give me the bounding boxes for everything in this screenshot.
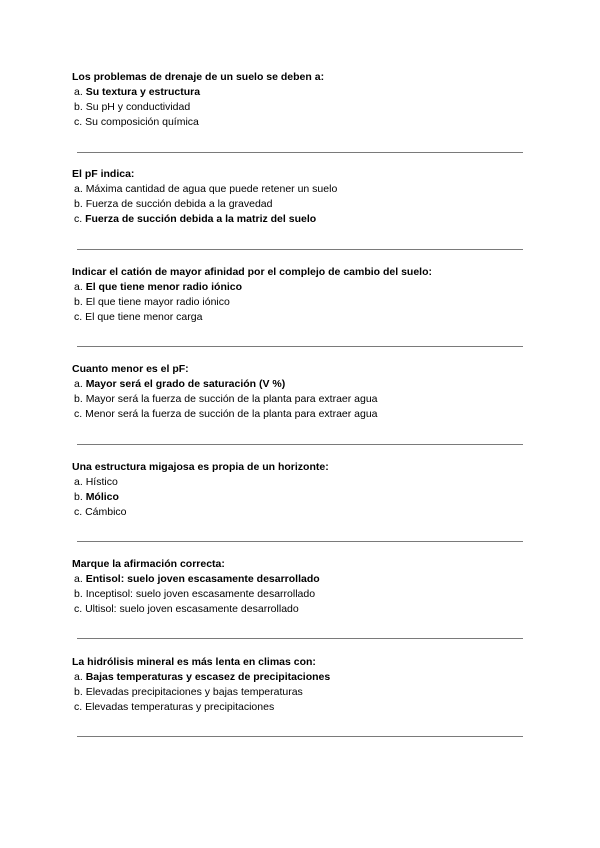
option-letter: c.: [74, 506, 83, 518]
option-text: Elevadas precipitaciones y bajas temperaturas: [85, 686, 303, 698]
option-c: [72, 115, 527, 130]
option-text: Cámbico: [85, 506, 127, 518]
option-a: [72, 377, 527, 392]
option-a: [72, 280, 527, 295]
divider: [77, 346, 523, 347]
option-letter: a.: [74, 378, 83, 390]
option-a: [72, 572, 527, 587]
option-text: Menor será la fuerza de succión de la planta para extraer agua: [85, 408, 378, 420]
question-title: La hidrólisis mineral es más lenta en climas con:: [72, 656, 316, 668]
option-text: Fuerza de succión debida a la matriz del suelo: [85, 213, 317, 225]
option-text: Hístico: [85, 476, 118, 488]
option-c: [72, 212, 527, 227]
option-text: Mayor será la fuerza de succión de la planta para extraer agua: [85, 393, 378, 405]
option-letter: b.: [74, 198, 83, 210]
option-letter: a.: [74, 476, 83, 488]
option-b: [72, 295, 527, 310]
option-text: El que tiene mayor radio iónico: [85, 296, 230, 308]
question-3: [72, 265, 527, 325]
option-text: Fuerza de succión debida a la gravedad: [85, 198, 273, 210]
option-letter: c.: [74, 311, 83, 323]
option-b: [72, 392, 527, 407]
option-a: [72, 182, 527, 197]
divider: [77, 249, 523, 250]
option-text: El que tiene menor radio iónico: [85, 281, 243, 293]
option-letter: b.: [74, 101, 83, 113]
option-letter: b.: [74, 393, 83, 405]
option-letter: c.: [74, 701, 83, 713]
option-letter: a.: [74, 86, 83, 98]
option-letter: c.: [74, 603, 83, 615]
divider: [77, 541, 523, 542]
question-title: Indicar el catión de mayor afinidad por el complejo de cambio del suelo:: [72, 266, 432, 278]
option-text: Ultisol: suelo joven escasamente desarrollado: [85, 603, 299, 615]
option-text: Máxima cantidad de agua que puede retener un suelo: [85, 183, 338, 195]
option-b: [72, 197, 527, 212]
question-title: Una estructura migajosa es propia de un horizonte:: [72, 461, 329, 473]
option-a: [72, 475, 527, 490]
question-6: [72, 557, 527, 617]
option-b: [72, 685, 527, 700]
option-b: [72, 587, 527, 602]
option-text: Su pH y conductividad: [85, 101, 191, 113]
option-letter: a.: [74, 573, 83, 585]
option-c: [72, 700, 527, 715]
option-c: [72, 602, 527, 617]
divider: [77, 152, 523, 153]
option-text: Mólico: [85, 491, 119, 503]
option-letter: a.: [74, 183, 83, 195]
option-a: [72, 85, 527, 100]
option-a: [72, 670, 527, 685]
option-text: El que tiene menor carga: [85, 311, 203, 323]
option-b: [72, 490, 527, 505]
option-c: [72, 505, 527, 520]
option-text: Inceptisol: suelo joven escasamente desarrollado: [85, 588, 316, 600]
question-2: [72, 167, 527, 227]
option-c: [72, 310, 527, 325]
option-letter: b.: [74, 686, 83, 698]
option-text: Elevadas temperaturas y precipitaciones: [85, 701, 275, 713]
option-letter: c.: [74, 408, 83, 420]
divider: [77, 638, 523, 639]
question-4: [72, 362, 527, 422]
option-b: [72, 100, 527, 115]
option-text: Mayor será el grado de saturación (V %): [85, 378, 286, 390]
question-5: [72, 460, 527, 520]
question-1: [72, 70, 527, 130]
option-text: Su composición química: [85, 116, 199, 128]
question-title: Los problemas de drenaje de un suelo se deben a:: [72, 71, 325, 83]
option-letter: b.: [74, 296, 83, 308]
option-text: Su textura y estructura: [85, 86, 201, 98]
option-letter: c.: [74, 116, 83, 128]
option-letter: a.: [74, 671, 83, 683]
divider: [77, 444, 523, 445]
divider: [77, 736, 523, 737]
option-text: Bajas temperaturas y escasez de precipitaciones: [85, 671, 331, 683]
option-letter: b.: [74, 588, 83, 600]
question-title: Marque la afirmación correcta:: [72, 558, 225, 570]
question-7: [72, 655, 527, 715]
option-letter: c.: [74, 213, 83, 225]
option-letter: b.: [74, 491, 83, 503]
question-title: El pF indica:: [72, 168, 135, 180]
option-letter: a.: [74, 281, 83, 293]
question-title: Cuanto menor es el pF:: [72, 363, 189, 375]
option-text: Entisol: suelo joven escasamente desarrollado: [85, 573, 320, 585]
option-c: [72, 407, 527, 422]
